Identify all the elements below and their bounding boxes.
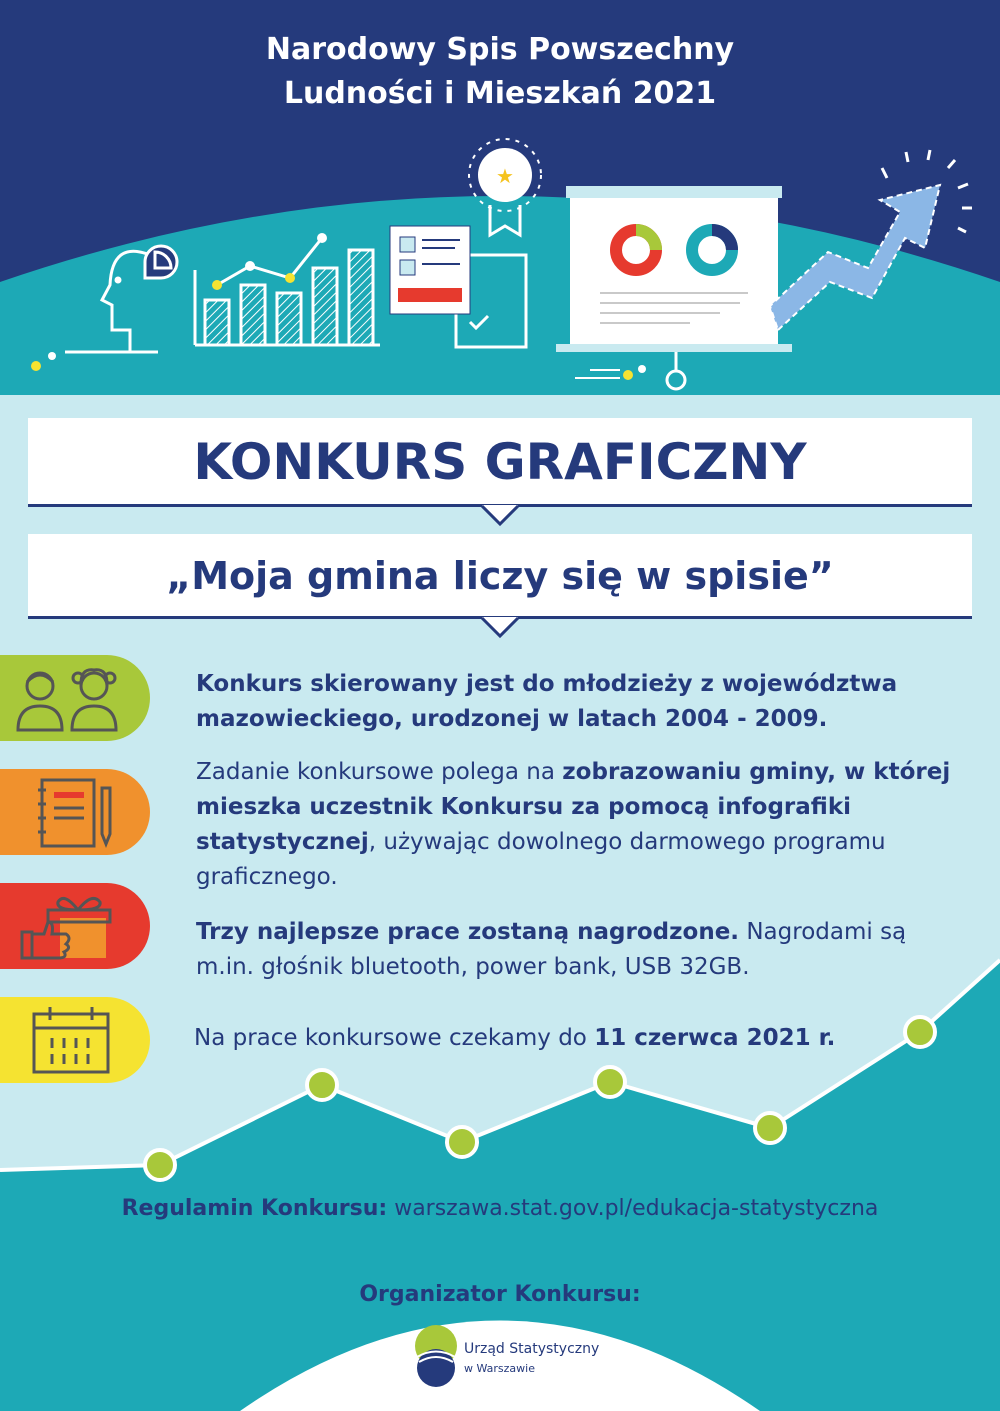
organizer-city: w Warszawie (464, 1362, 535, 1375)
prizes-text-rest: Nagrodami są m.in. głośnik bluetooth, power bank, USB 32GB. (196, 919, 907, 980)
census-title-line1: Narodowy Spis Powszechny (265, 32, 735, 67)
task-text-part1: Zadanie konkursowe polega na (196, 759, 563, 785)
audience-text-bold: Konkurs skierowany jest do młodzieży z województwa mazowieckiego, urodzonej w latach 2004 - 2009. (196, 671, 898, 732)
prizes-text-bold: Trzy najlepsze prace zostaną nagrodzone. (196, 919, 740, 945)
contest-subtitle: „Moja gmina liczy się w spisie” (28, 534, 972, 618)
contest-title: KONKURS GRAFICZNY (28, 418, 972, 506)
organizer-name: Urząd Statystyczny (464, 1341, 600, 1357)
regulations-label: Regulamin Konkursu: (121, 1196, 388, 1221)
task-text-part2: , używając dowolnego darmowego programu graficznego. (196, 829, 886, 890)
deadline-date: 11 czerwca 2021 r. (594, 1025, 836, 1051)
svg-text:★: ★ (496, 164, 514, 188)
census-title-line2: Ludności i Mieszkań 2021 (283, 76, 717, 111)
organizer-label: Organizator Konkursu: (359, 1282, 641, 1307)
regulations-url[interactable]: warszawa.stat.gov.pl/edukacja-statystyczna (387, 1196, 879, 1221)
deadline-text-part: Na prace konkursowe czekamy do (194, 1025, 595, 1051)
task-text-bold: zobrazowaniu gminy, w której mieszka uczestnik Konkursu za pomocą infografiki statystycznej (196, 759, 951, 855)
